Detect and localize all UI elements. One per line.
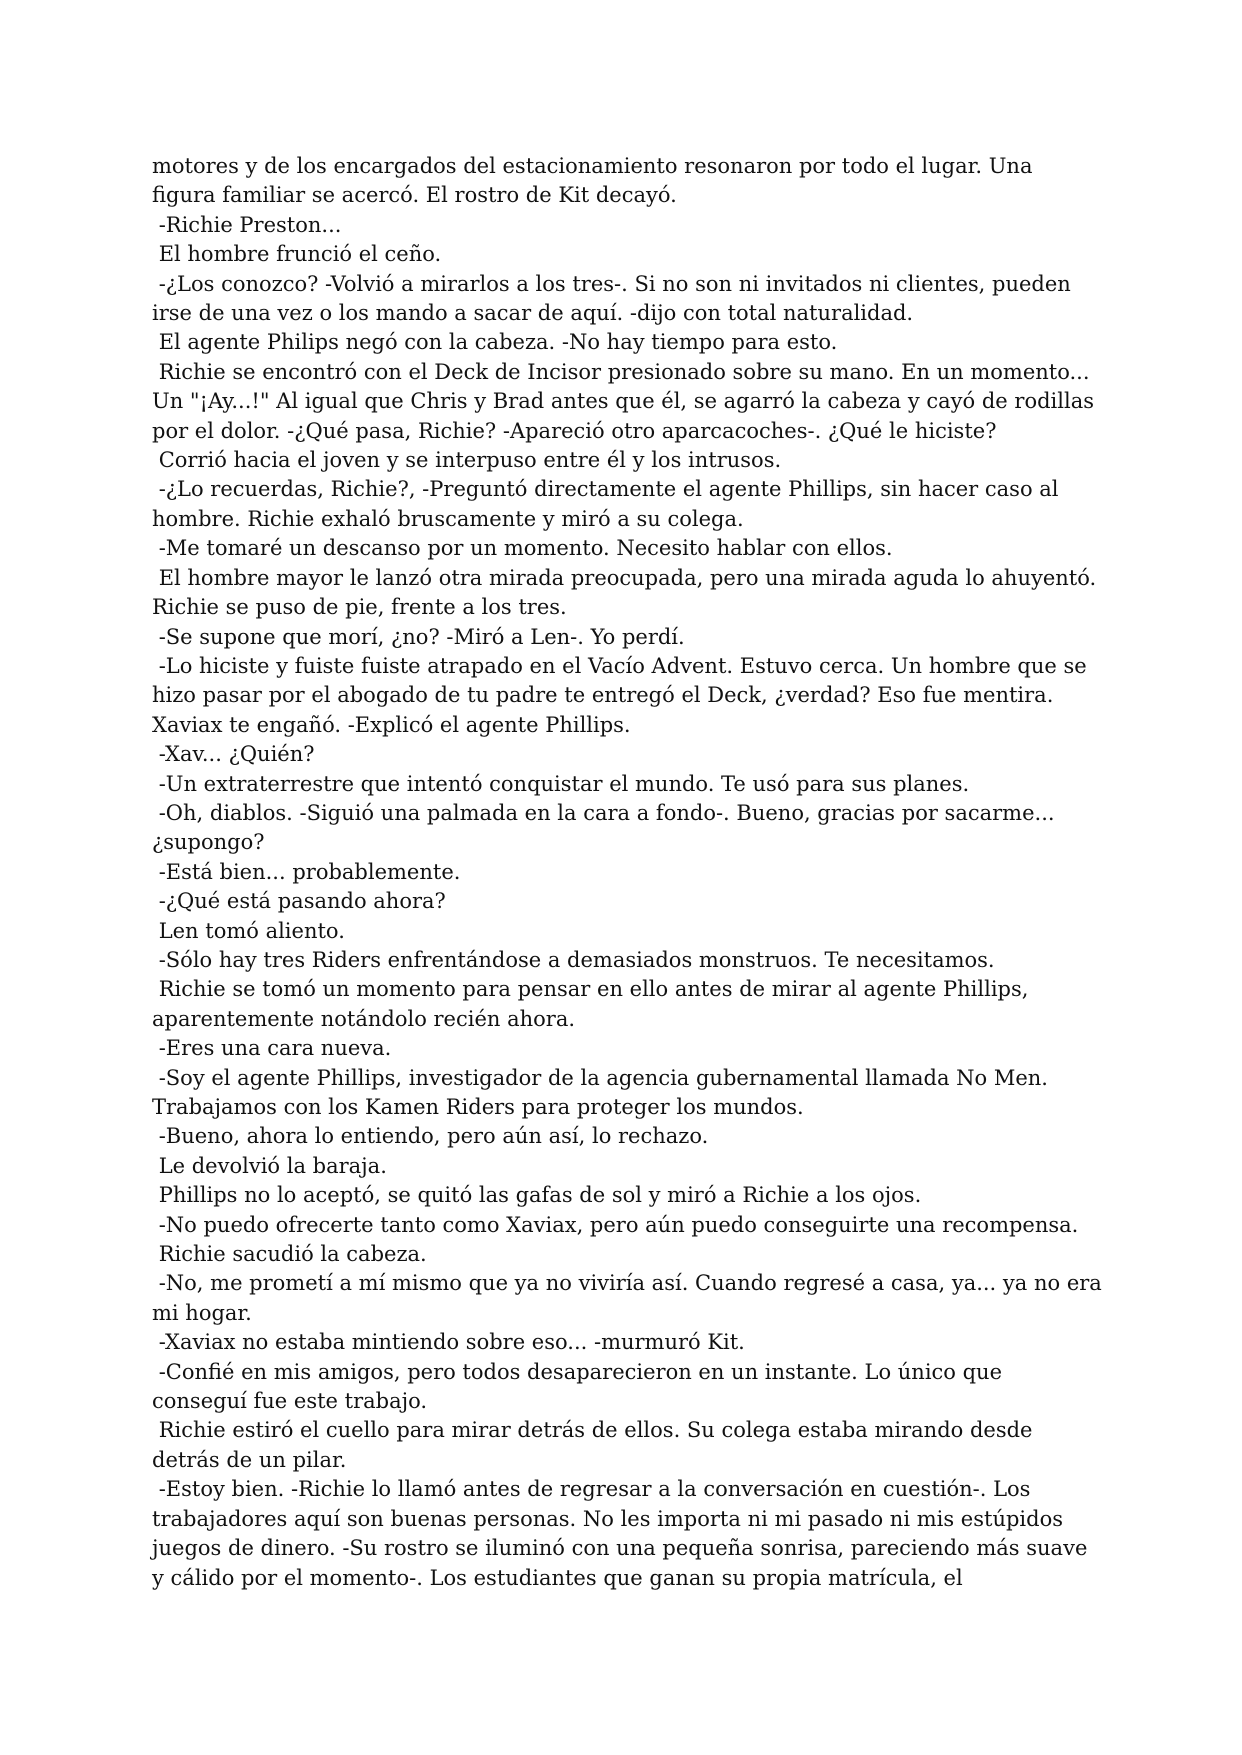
paragraph: -Eres una cara nueva. — [152, 1036, 392, 1061]
document-body — [152, 152, 1109, 1593]
paragraph: El hombre mayor le lanzó otra mirada preocupada, pero una mirada aguda lo ahuyentó. Richie se puso de pie, frente a los tres. — [152, 565, 1103, 620]
paragraph: -Lo hiciste y fuiste fuiste atrapado en el Vacío Advent. Estuvo cerca. Un hombre que se hizo pasar por el abogado de tu padre te entregó el Deck, ¿verdad? Eso fue mentira. Xaviax te engañó. -Explicó el agente Phillips. — [152, 653, 1094, 737]
paragraph: -Richie Preston... — [152, 212, 342, 237]
paragraph: Le devolvió la baraja. — [152, 1153, 387, 1178]
paragraph: -Xav... ¿Quién? — [152, 742, 315, 767]
paragraph: -¿Lo recuerdas, Richie?, -Preguntó directamente el agente Phillips, sin hacer caso al hombre. Richie exhaló bruscamente y miró a su colega. — [152, 477, 1066, 531]
paragraph: motores y de los encargados del estacionamiento resonaron por todo el lugar. Una figura familiar se acercó. El rostro de Kit decayó. — [152, 154, 1040, 208]
paragraph: Richie se tomó un momento para pensar en ello antes de mirar al agente Phillips, aparentemente notándolo recién ahora. — [152, 977, 1036, 1031]
paragraph: -Sólo hay tres Riders enfrentándose a demasiados monstruos. Te necesitamos. — [152, 947, 995, 972]
paragraph: El hombre frunció el ceño. — [152, 242, 442, 267]
paragraph: -Xaviax no estaba mintiendo sobre eso... -murmuró Kit. — [152, 1330, 745, 1355]
paragraph: -Soy el agente Phillips, investigador de la agencia gubernamental llamada No Men. Trabajamos con los Kamen Riders para proteger los mundos. — [152, 1065, 1055, 1119]
paragraph: -¿Los conozco? -Volvió a mirarlos a los tres-. Si no son ni invitados ni clientes, pueden irse de una vez o los mando a sacar de aquí. -dijo con total naturalidad. — [152, 271, 1078, 326]
paragraph: Richie estiró el cuello para mirar detrás de ellos. Su colega estaba mirando desde detrás de un pilar. — [152, 1418, 1040, 1472]
paragraph: -¿Qué está pasando ahora? — [152, 889, 446, 914]
paragraph: Corrió hacia el joven y se interpuso entre él y los intrusos. — [152, 448, 782, 473]
paragraph: Richie se encontró con el Deck de Incisor presionado sobre su mano. En un momento... Un "¡Ay...!" Al igual que Chris y Brad antes que él, se agarró la cabeza y cayó de rodillas por el dolor. -¿Qué pasa, Richie? -Apareció otro aparcacoches-. ¿Qué le hiciste? — [152, 359, 1101, 443]
paragraph: -Confié en mis amigos, pero todos desaparecieron en un instante. Lo único que conseguí fue este trabajo. — [152, 1359, 1009, 1414]
paragraph: -Bueno, ahora lo entiendo, pero aún así, lo rechazo. — [152, 1124, 709, 1149]
paragraph: -No, me prometí a mí mismo que ya no viviría así. Cuando regresé a casa, ya... ya no era mi hogar. — [152, 1271, 1109, 1325]
paragraph: El agente Philips negó con la cabeza. -No hay tiempo para esto. — [152, 330, 838, 355]
paragraph: -Un extraterrestre que intentó conquistar el mundo. Te usó para sus planes. — [152, 771, 970, 796]
paragraph: -Me tomaré un descanso por un momento. Necesito hablar con ellos. — [152, 536, 893, 561]
paragraph: -Se supone que morí, ¿no? -Miró a Len-. Yo perdí. — [152, 624, 685, 649]
paragraph: -Estoy bien. -Richie lo llamó antes de regresar a la conversación en cuestión-. Los trabajadores aquí son buenas personas. No les importa ni mi pasado ni mis estúpidos juegos de dinero. -Su rostro se iluminó con una pequeña sonrisa, pareciendo más suave y cálido por el momento-. Los estudiantes que ganan su propia matrícula, el — [152, 1477, 1095, 1590]
paragraph: -Oh, diablos. -Siguió una palmada en la cara a fondo-. Bueno, gracias por sacarme... ¿supongo? — [152, 800, 1062, 855]
paragraph: Richie sacudió la cabeza. — [152, 1242, 427, 1267]
paragraph: Phillips no lo aceptó, se quitó las gafas de sol y miró a Richie a los ojos. — [152, 1183, 922, 1208]
paragraph: -No puedo ofrecerte tanto como Xaviax, pero aún puedo conseguirte una recompensa. — [152, 1212, 1079, 1237]
paragraph: Len tomó aliento. — [152, 918, 345, 943]
paragraph: -Está bien... probablemente. — [152, 859, 461, 884]
